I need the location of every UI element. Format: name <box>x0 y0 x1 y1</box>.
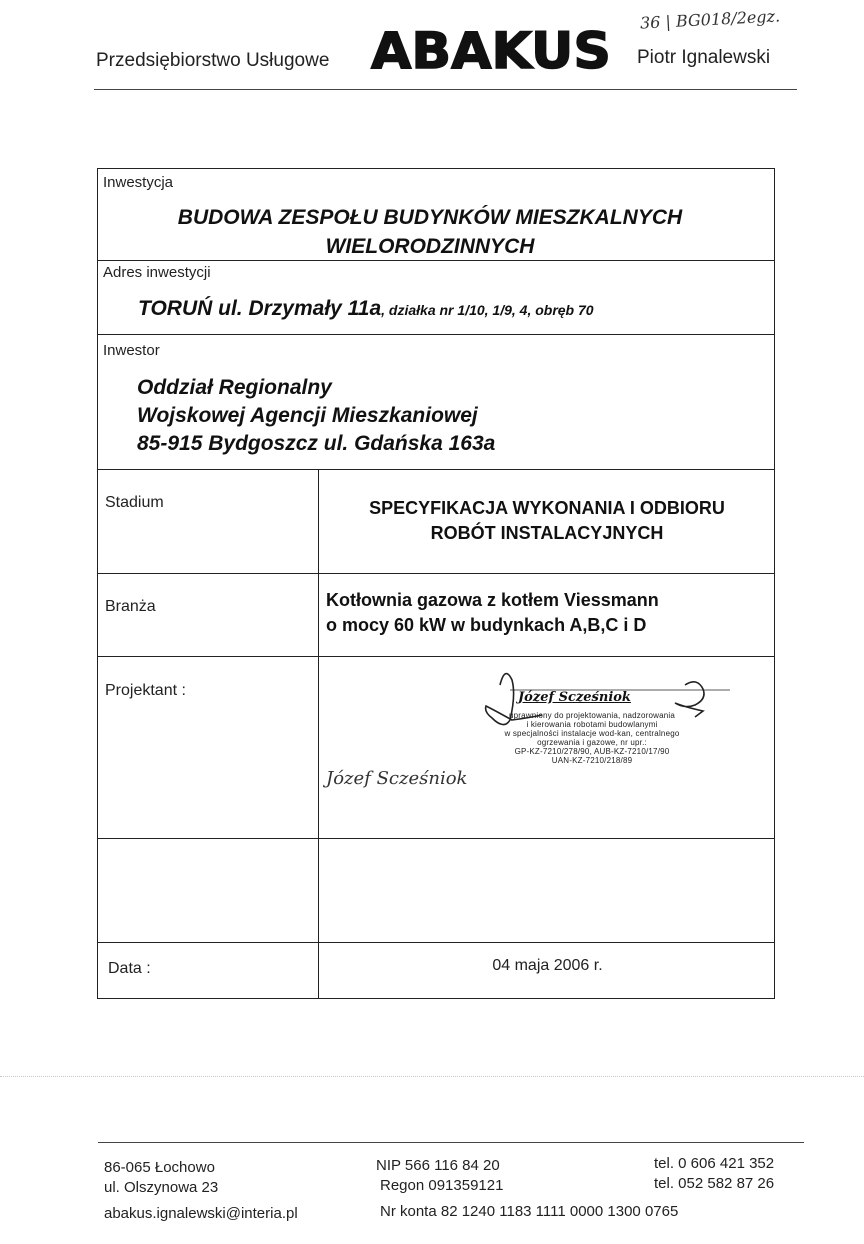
address-label: Adres inwestycji <box>103 264 211 281</box>
footer-ids <box>376 1156 503 1196</box>
stamp-line: uprawniony do projektowania, nadzorowania <box>508 711 676 720</box>
investment-title-line1: BUDOWA ZESPOŁU BUDYNKÓW MIESZKALNYCH <box>177 206 683 229</box>
investment-label: Inwestycja <box>103 174 174 191</box>
stamp-line: w specjalności instalacje wod-kan, centralnego <box>504 729 680 738</box>
divider-stage <box>97 573 775 574</box>
address-main: TORUŃ ul. Drzymały 11a <box>138 297 382 320</box>
designer-name: Józef Scześniok <box>326 768 468 789</box>
date-label: Data : <box>108 960 151 977</box>
document-form-frame <box>97 168 775 999</box>
investment-title-line2: WIELORODZINNYCH <box>325 235 535 258</box>
footer-account: Nr konta 82 1240 1183 1111 0000 1300 0765 <box>380 1203 679 1220</box>
footer-nip: NIP 566 116 84 20 <box>376 1157 500 1174</box>
stage-label: Stadium <box>105 494 164 511</box>
footer-postal: 86-065 Łochowo <box>104 1159 215 1176</box>
footer-regon: Regon 091359121 <box>380 1177 504 1194</box>
investor-line3: 85-915 Bydgoszcz ul. Gdańska 163a <box>137 432 496 455</box>
investor-label: Inwestor <box>103 342 160 359</box>
footer-street: ul. Olszynowa 23 <box>104 1179 219 1196</box>
fold-line <box>0 1076 864 1077</box>
branch-line2: o mocy 60 kW w budynkach A,B,C i D <box>326 615 647 635</box>
column-divider <box>318 469 319 999</box>
designer-label: Projektant : <box>105 682 186 699</box>
investor-line1: Oddział Regionalny <box>137 376 332 399</box>
investor-block <box>137 374 495 458</box>
stamp-line: GP-KZ-7210/278/90, AUB-KZ-7210/17/90 <box>514 747 670 756</box>
divider-address <box>97 334 775 335</box>
abakus-logo <box>368 22 614 78</box>
stamp-line: i kierowania robotami budowlanymi <box>526 720 658 729</box>
stage-line1: SPECYFIKACJA WYKONANIA I ODBIORU <box>369 498 725 518</box>
footer-phones <box>654 1154 774 1194</box>
handwritten-reference: 36 | BG018/2egz. <box>639 6 781 33</box>
stage-value <box>322 496 772 546</box>
date-value: 04 maja 2006 r. <box>492 957 603 974</box>
footer-rule <box>98 1142 804 1143</box>
stamp-line: ogrzewania i gazowe, nr upr.: <box>537 738 647 747</box>
divider-branch <box>97 656 775 657</box>
stamp-name: Józef Scześniok <box>518 690 631 705</box>
footer-address <box>104 1158 218 1198</box>
branch-label: Branża <box>105 598 156 615</box>
company-prefix: Przedsiębiorstwo Usługowe <box>96 50 330 71</box>
footer-tel2: tel. 052 582 87 26 <box>654 1175 775 1192</box>
address-detail: , działka nr 1/10, 1/9, 4, obręb 70 <box>381 302 594 318</box>
footer-tel1: tel. 0 606 421 352 <box>654 1155 775 1172</box>
address-value <box>138 297 594 321</box>
divider-designer <box>97 838 775 839</box>
branch-line1: Kotłownia gazowa z kotłem Viessmann <box>326 590 659 610</box>
branch-value <box>326 588 659 638</box>
investor-line2: Wojskowej Agencji Mieszkaniowej <box>137 404 478 427</box>
logo-text: ABAKUS <box>371 22 611 78</box>
divider-investor <box>97 469 775 470</box>
divider-empty-row <box>97 942 775 943</box>
owner-name: Piotr Ignalewski <box>637 47 771 68</box>
stamp-text <box>477 711 707 765</box>
stamp-line: UAN-KZ-7210/218/89 <box>551 756 633 765</box>
header-rule <box>94 89 797 90</box>
footer-email: abakus.ignalewski@interia.pl <box>104 1205 298 1222</box>
stage-line2: ROBÓT INSTALACYJNYCH <box>430 523 664 543</box>
